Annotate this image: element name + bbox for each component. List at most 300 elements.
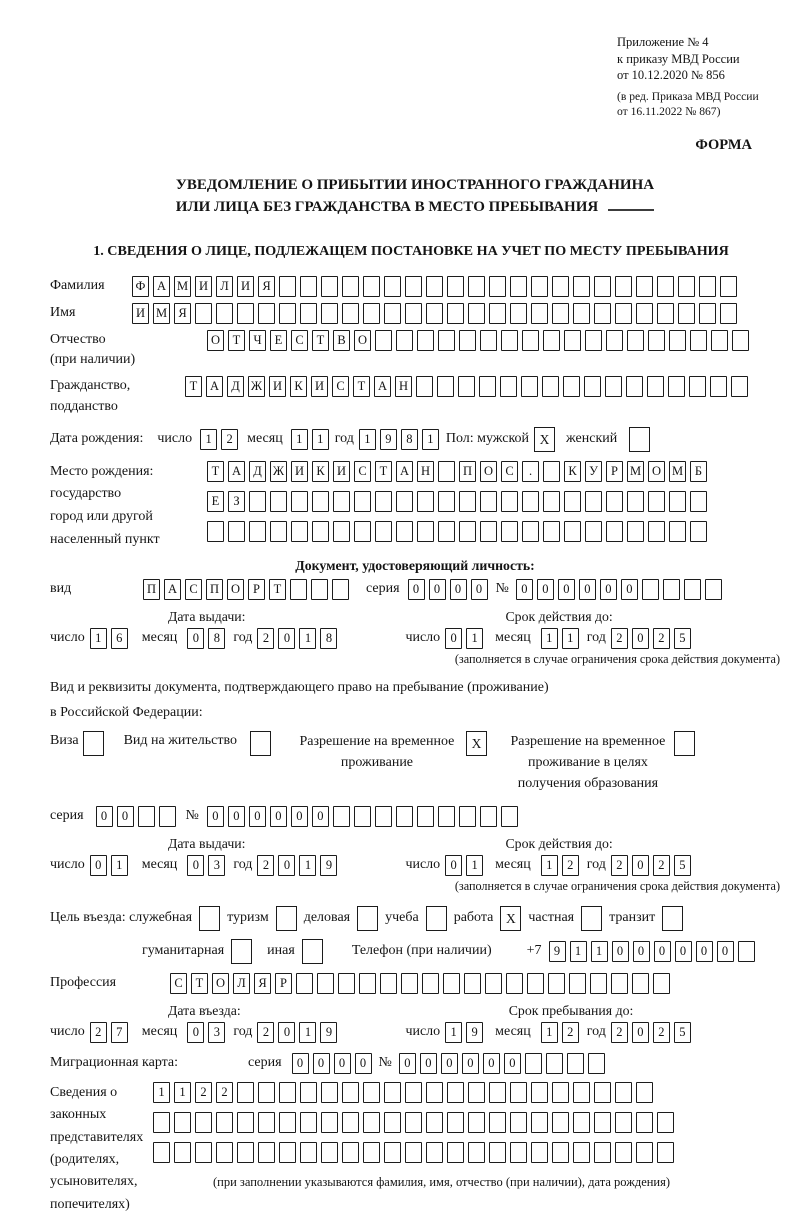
char-cell[interactable] [584,376,601,397]
char-cell[interactable] [510,1112,527,1133]
char-cell[interactable] [543,521,560,542]
char-cell[interactable]: 0 [399,1053,416,1074]
rvp-issue-year[interactable] [257,855,337,876]
char-cell[interactable]: 5 [674,855,691,876]
char-cell[interactable]: 2 [611,628,628,649]
purpose-humanitarian-checkbox[interactable] [231,939,252,964]
char-cell[interactable] [648,330,665,351]
char-cell[interactable] [447,1112,464,1133]
char-cell[interactable]: 2 [221,429,238,450]
char-cell[interactable]: Ч [249,330,266,351]
char-cell[interactable] [396,330,413,351]
char-cell[interactable] [690,521,707,542]
char-cell[interactable]: 0 [278,855,295,876]
char-cell[interactable] [459,330,476,351]
char-cell[interactable] [396,521,413,542]
doc-issue-month[interactable] [187,628,225,649]
doc-issue-day[interactable] [90,628,128,649]
char-cell[interactable] [573,276,590,297]
char-cell[interactable] [342,276,359,297]
edu-permit-checkbox[interactable] [674,731,695,756]
char-cell[interactable] [615,303,632,324]
migration-series-cells[interactable] [292,1053,372,1074]
char-cell[interactable]: Т [353,376,370,397]
char-cell[interactable]: В [333,330,350,351]
char-cell[interactable] [426,303,443,324]
char-cell[interactable] [468,1082,485,1103]
char-cell[interactable] [279,1082,296,1103]
char-cell[interactable] [396,491,413,512]
rvp-number-cells[interactable] [207,806,518,827]
birthplace-cells-1[interactable] [207,461,707,482]
char-cell[interactable]: 0 [696,941,713,962]
char-cell[interactable] [321,1112,338,1133]
char-cell[interactable]: О [480,461,497,482]
char-cell[interactable] [459,521,476,542]
char-cell[interactable] [489,303,506,324]
char-cell[interactable]: С [170,973,187,994]
char-cell[interactable] [279,303,296,324]
char-cell[interactable]: 0 [483,1053,500,1074]
char-cell[interactable]: 3 [208,1022,225,1043]
char-cell[interactable]: 1 [111,855,128,876]
char-cell[interactable] [333,491,350,512]
char-cell[interactable] [653,973,670,994]
char-cell[interactable]: Я [258,276,275,297]
purpose-private-checkbox[interactable] [581,906,602,931]
char-cell[interactable] [405,276,422,297]
char-cell[interactable] [384,303,401,324]
char-cell[interactable] [720,303,737,324]
profession-cells[interactable] [170,973,670,994]
char-cell[interactable] [480,521,497,542]
char-cell[interactable] [657,276,674,297]
char-cell[interactable]: 0 [207,806,224,827]
char-cell[interactable] [195,1112,212,1133]
char-cell[interactable] [354,521,371,542]
char-cell[interactable]: С [185,579,202,600]
char-cell[interactable] [678,303,695,324]
char-cell[interactable]: О [648,461,665,482]
char-cell[interactable] [405,1112,422,1133]
char-cell[interactable] [668,376,685,397]
char-cell[interactable] [527,973,544,994]
char-cell[interactable] [489,276,506,297]
stay-year[interactable] [611,1022,691,1043]
char-cell[interactable]: У [585,461,602,482]
char-cell[interactable] [531,1142,548,1163]
char-cell[interactable]: 0 [632,628,649,649]
char-cell[interactable] [480,806,497,827]
char-cell[interactable]: 1 [299,855,316,876]
char-cell[interactable]: 0 [600,579,617,600]
char-cell[interactable] [678,276,695,297]
char-cell[interactable] [546,1053,563,1074]
char-cell[interactable]: 1 [466,628,483,649]
char-cell[interactable] [447,276,464,297]
char-cell[interactable] [657,1112,674,1133]
char-cell[interactable] [138,806,155,827]
char-cell[interactable]: Т [269,579,286,600]
char-cell[interactable] [510,1082,527,1103]
char-cell[interactable] [384,276,401,297]
char-cell[interactable]: Е [270,330,287,351]
char-cell[interactable] [615,1142,632,1163]
char-cell[interactable] [447,1142,464,1163]
char-cell[interactable] [506,973,523,994]
char-cell[interactable] [300,1112,317,1133]
char-cell[interactable] [359,973,376,994]
char-cell[interactable] [501,330,518,351]
char-cell[interactable] [615,1082,632,1103]
char-cell[interactable]: Т [185,376,202,397]
purpose-study-checkbox[interactable] [426,906,447,931]
char-cell[interactable] [426,1142,443,1163]
char-cell[interactable] [636,303,653,324]
char-cell[interactable] [648,491,665,512]
char-cell[interactable]: 0 [291,806,308,827]
char-cell[interactable]: А [153,276,170,297]
char-cell[interactable] [311,579,328,600]
char-cell[interactable]: К [290,376,307,397]
char-cell[interactable]: 0 [429,579,446,600]
char-cell[interactable] [501,806,518,827]
char-cell[interactable]: 2 [562,1022,579,1043]
char-cell[interactable]: 1 [466,855,483,876]
char-cell[interactable] [291,491,308,512]
birthplace-cells-3[interactable] [207,521,707,542]
char-cell[interactable]: И [311,376,328,397]
char-cell[interactable] [438,521,455,542]
purpose-business-checkbox[interactable] [357,906,378,931]
char-cell[interactable]: 2 [257,628,274,649]
char-cell[interactable]: М [669,461,686,482]
char-cell[interactable]: Т [207,461,224,482]
char-cell[interactable]: 0 [249,806,266,827]
char-cell[interactable] [417,806,434,827]
char-cell[interactable] [338,973,355,994]
char-cell[interactable] [426,1082,443,1103]
char-cell[interactable] [510,303,527,324]
char-cell[interactable] [531,1112,548,1133]
char-cell[interactable] [626,376,643,397]
char-cell[interactable] [594,1082,611,1103]
char-cell[interactable]: 1 [174,1082,191,1103]
char-cell[interactable] [525,1053,542,1074]
char-cell[interactable] [531,303,548,324]
char-cell[interactable] [279,1112,296,1133]
char-cell[interactable] [543,491,560,512]
char-cell[interactable] [207,521,224,542]
char-cell[interactable] [417,521,434,542]
char-cell[interactable] [531,276,548,297]
entry-year[interactable] [257,1022,337,1043]
char-cell[interactable] [573,1142,590,1163]
char-cell[interactable] [153,1142,170,1163]
char-cell[interactable]: 0 [187,1022,204,1043]
char-cell[interactable]: 0 [516,579,533,600]
doc-number-cells[interactable] [516,579,722,600]
char-cell[interactable] [636,276,653,297]
char-cell[interactable] [417,491,434,512]
char-cell[interactable]: И [269,376,286,397]
char-cell[interactable] [611,973,628,994]
char-cell[interactable] [375,491,392,512]
char-cell[interactable]: 2 [611,1022,628,1043]
char-cell[interactable] [258,1112,275,1133]
char-cell[interactable]: П [459,461,476,482]
char-cell[interactable]: 0 [408,579,425,600]
char-cell[interactable] [690,330,707,351]
char-cell[interactable]: 0 [675,941,692,962]
char-cell[interactable] [522,521,539,542]
char-cell[interactable]: Б [690,461,707,482]
char-cell[interactable]: 2 [257,1022,274,1043]
char-cell[interactable] [642,579,659,600]
char-cell[interactable]: 0 [612,941,629,962]
char-cell[interactable] [426,1112,443,1133]
char-cell[interactable] [657,303,674,324]
char-cell[interactable] [606,521,623,542]
char-cell[interactable] [438,806,455,827]
char-cell[interactable]: 0 [96,806,113,827]
char-cell[interactable]: Д [249,461,266,482]
char-cell[interactable]: 0 [278,628,295,649]
char-cell[interactable] [705,579,722,600]
char-cell[interactable]: 1 [422,429,439,450]
doc-series-cells[interactable] [408,579,488,600]
char-cell[interactable] [195,303,212,324]
birth-year-cells[interactable] [359,429,439,450]
char-cell[interactable]: 9 [320,855,337,876]
char-cell[interactable] [542,376,559,397]
char-cell[interactable]: 1 [299,628,316,649]
char-cell[interactable] [548,973,565,994]
char-cell[interactable]: 1 [541,855,558,876]
char-cell[interactable] [342,303,359,324]
birth-day-cells[interactable] [200,429,238,450]
char-cell[interactable]: 0 [471,579,488,600]
char-cell[interactable] [363,1112,380,1133]
char-cell[interactable] [216,303,233,324]
char-cell[interactable] [237,1112,254,1133]
char-cell[interactable] [711,330,728,351]
char-cell[interactable] [416,376,433,397]
char-cell[interactable]: 1 [90,628,107,649]
char-cell[interactable] [443,973,460,994]
char-cell[interactable] [300,1142,317,1163]
char-cell[interactable] [401,973,418,994]
char-cell[interactable] [174,1142,191,1163]
char-cell[interactable] [594,1112,611,1133]
char-cell[interactable]: 2 [90,1022,107,1043]
char-cell[interactable]: М [153,303,170,324]
char-cell[interactable] [564,491,581,512]
char-cell[interactable] [159,806,176,827]
stay-month[interactable] [541,1022,579,1043]
char-cell[interactable] [290,579,307,600]
char-cell[interactable]: М [627,461,644,482]
char-cell[interactable] [237,303,254,324]
char-cell[interactable] [569,973,586,994]
char-cell[interactable]: 1 [445,1022,462,1043]
char-cell[interactable] [363,303,380,324]
char-cell[interactable]: Н [395,376,412,397]
char-cell[interactable] [552,1082,569,1103]
char-cell[interactable] [363,1142,380,1163]
char-cell[interactable] [459,806,476,827]
char-cell[interactable]: 1 [291,429,308,450]
char-cell[interactable]: О [212,973,229,994]
rvp-series-cells[interactable] [96,806,176,827]
char-cell[interactable] [384,1082,401,1103]
char-cell[interactable]: И [132,303,149,324]
char-cell[interactable] [447,303,464,324]
char-cell[interactable] [258,1142,275,1163]
char-cell[interactable] [464,973,481,994]
char-cell[interactable]: 8 [208,628,225,649]
char-cell[interactable] [552,303,569,324]
visa-checkbox[interactable] [83,731,104,756]
representatives-cells-1[interactable] [153,1082,674,1103]
char-cell[interactable]: А [206,376,223,397]
entry-month[interactable] [187,1022,225,1043]
char-cell[interactable] [321,276,338,297]
char-cell[interactable] [333,521,350,542]
rvp-issue-month[interactable] [187,855,225,876]
char-cell[interactable]: О [354,330,371,351]
char-cell[interactable]: . [522,461,539,482]
char-cell[interactable]: 0 [504,1053,521,1074]
char-cell[interactable] [447,1082,464,1103]
char-cell[interactable]: Р [248,579,265,600]
char-cell[interactable]: 2 [562,855,579,876]
doc-valid-month[interactable] [541,628,579,649]
char-cell[interactable]: 3 [208,855,225,876]
char-cell[interactable] [249,521,266,542]
char-cell[interactable]: 9 [549,941,566,962]
char-cell[interactable]: З [228,491,245,512]
char-cell[interactable] [510,1142,527,1163]
purpose-work-checkbox[interactable]: X [500,906,521,931]
char-cell[interactable] [300,303,317,324]
char-cell[interactable]: 0 [117,806,134,827]
char-cell[interactable] [615,276,632,297]
char-cell[interactable]: А [228,461,245,482]
char-cell[interactable]: 0 [278,1022,295,1043]
char-cell[interactable] [396,806,413,827]
char-cell[interactable]: И [291,461,308,482]
char-cell[interactable] [573,303,590,324]
sex-male-checkbox[interactable]: X [534,427,555,452]
char-cell[interactable]: 0 [187,855,204,876]
char-cell[interactable]: 0 [292,1053,309,1074]
char-cell[interactable]: С [291,330,308,351]
char-cell[interactable]: Е [207,491,224,512]
char-cell[interactable] [375,330,392,351]
char-cell[interactable]: О [227,579,244,600]
char-cell[interactable] [363,1082,380,1103]
char-cell[interactable] [312,491,329,512]
char-cell[interactable]: 0 [579,579,596,600]
char-cell[interactable]: 0 [445,628,462,649]
char-cell[interactable] [479,376,496,397]
char-cell[interactable]: 1 [570,941,587,962]
char-cell[interactable] [627,330,644,351]
char-cell[interactable] [522,491,539,512]
char-cell[interactable] [563,376,580,397]
stay-day[interactable] [445,1022,483,1043]
char-cell[interactable]: 0 [717,941,734,962]
birthplace-cells-2[interactable] [207,491,707,512]
char-cell[interactable]: Т [191,973,208,994]
char-cell[interactable]: 0 [654,941,671,962]
purpose-transit-checkbox[interactable] [662,906,683,931]
char-cell[interactable] [710,376,727,397]
char-cell[interactable]: Д [227,376,244,397]
char-cell[interactable] [375,806,392,827]
char-cell[interactable] [585,330,602,351]
char-cell[interactable]: 0 [312,806,329,827]
char-cell[interactable] [249,491,266,512]
char-cell[interactable]: А [374,376,391,397]
char-cell[interactable] [573,1112,590,1133]
rvp-valid-day[interactable] [445,855,483,876]
char-cell[interactable]: 0 [632,855,649,876]
char-cell[interactable] [438,461,455,482]
char-cell[interactable] [321,1142,338,1163]
char-cell[interactable]: 0 [441,1053,458,1074]
char-cell[interactable] [354,491,371,512]
char-cell[interactable] [590,973,607,994]
char-cell[interactable] [468,303,485,324]
char-cell[interactable] [732,330,749,351]
char-cell[interactable]: Я [174,303,191,324]
char-cell[interactable] [500,376,517,397]
char-cell[interactable] [720,276,737,297]
char-cell[interactable] [354,806,371,827]
char-cell[interactable] [615,1112,632,1133]
char-cell[interactable]: 2 [653,628,670,649]
birth-month-cells[interactable] [291,429,329,450]
char-cell[interactable] [405,1142,422,1163]
char-cell[interactable]: 2 [653,1022,670,1043]
char-cell[interactable] [501,491,518,512]
char-cell[interactable]: 2 [257,855,274,876]
char-cell[interactable]: 0 [313,1053,330,1074]
char-cell[interactable] [312,521,329,542]
char-cell[interactable] [258,303,275,324]
char-cell[interactable] [510,276,527,297]
doc-valid-year[interactable] [611,628,691,649]
doc-issue-year[interactable] [257,628,337,649]
char-cell[interactable]: О [207,330,224,351]
char-cell[interactable] [567,1053,584,1074]
char-cell[interactable] [501,521,518,542]
char-cell[interactable] [531,1082,548,1103]
purpose-tourism-checkbox[interactable] [276,906,297,931]
char-cell[interactable] [636,1142,653,1163]
purpose-other-checkbox[interactable] [302,939,323,964]
char-cell[interactable] [606,330,623,351]
char-cell[interactable]: 2 [195,1082,212,1103]
char-cell[interactable] [300,1082,317,1103]
char-cell[interactable] [296,973,313,994]
char-cell[interactable] [669,491,686,512]
char-cell[interactable]: 7 [111,1022,128,1043]
char-cell[interactable] [468,276,485,297]
char-cell[interactable]: А [164,579,181,600]
